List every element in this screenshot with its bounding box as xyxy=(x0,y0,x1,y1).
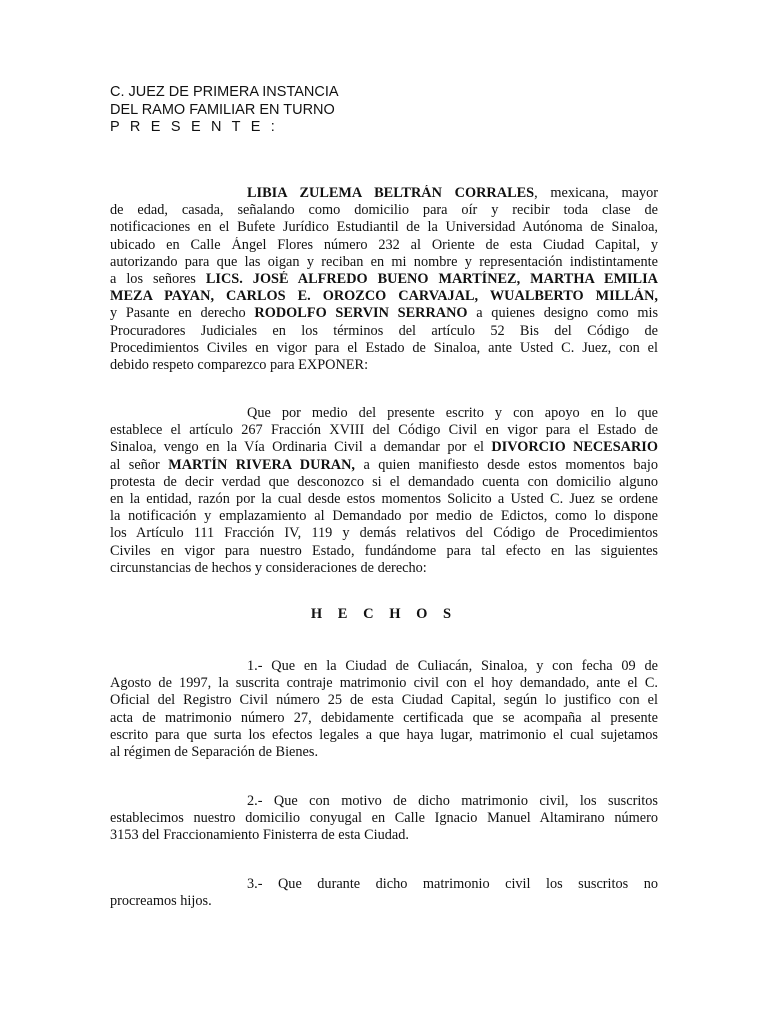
plaintiff-name: LIBIA ZULEMA BELTRÁN CORRALES xyxy=(247,185,535,201)
addressee-line-2: DEL RAMO FAMILIAR EN TURNO xyxy=(110,101,335,118)
intro-paragraph: LIBIA ZULEMA BELTRÁN CORRALES, mexicana, mayor de edad, casada, señalando como domicilio para oír y recibir toda clase de notificaciones en el Bufete Jurídico Estudiantil de la Universidad Autónoma de Sinaloa, ubicado en Calle Ángel Flores número 232 al Oriente de esta Ciudad Capital, y autorizando para que las oigan y reciban en mi nombre y representación indistintamente a los señores LICS. JOSÉ ALFREDO BUENO MARTÍNEZ, MARTHA EMILIA MEZA PAYAN, CARLOS E. OROZCO CARVAJAL, WUALBERTO MILLÁN, y Pasante en derecho RODOLFO SERVIN SERRANO a quienes designo como mis Procuradores Judiciales en los términos del artículo 52 Bis del Código de Procedimientos Civiles en vigor para el Estado de Sinaloa, ante Usted C. Juez, con el debido respeto comparezco para EXPONER: xyxy=(110,185,658,374)
hechos-title: H E C H O S xyxy=(310,606,458,622)
defendant-name: MARTÍN RIVERA DURAN, xyxy=(168,456,355,473)
exposition-paragraph: Que por medio del presente escrito y con apoyo en lo que establece el artículo 267 Fracción XVIII del Código Civil en vigor para el Estado de Sinaloa, vengo en la Vía Ordinaria Civil a demandar por el DIVORCIO NECESARIO al señor MARTÍN RIVERA DURAN, a quien manifiesto desde estos momentos bajo protesta de decir verdad que desconozco si el demandado cuenta con domicilio alguno en la entidad, razón por la cual desde estos momentos Solicito a Usted C. Juez se ordene la notificación y emplazamiento al Demandado por medio de Edictos, como lo dispone los Artículo 111 Fracción IV, 119 y demás relativos del Código de Procedimientos Civiles en vigor para nuestro Estado, fundándome para tal efecto en las siguientes circunstancias de hechos y consideraciones de derecho: xyxy=(110,405,658,576)
addressee-line-1: C. JUEZ DE PRIMERA INSTANCIA xyxy=(110,84,339,100)
hecho-3-paragraph: 3.- Que durante dicho matrimonio civil los suscritos no procreamos hijos. xyxy=(110,876,658,910)
hecho-2-paragraph: 2.- Que con motivo de dicho matrimonio civil, los suscritos establecimos nuestro domicilio conyugal en Calle Ignacio Manuel Altamirano número 3153 del Fraccionamiento Finisterra de esta Ciudad. xyxy=(110,793,658,844)
hecho-1-paragraph: 1.- Que en la Ciudad de Culiacán, Sinaloa, y con fecha 09 de Agosto de 1997, la suscrita contraje matrimonio civil con el hoy demandado, ante el C. Oficial del Registro Civil número 25 de esta Ciudad Capital, según lo justifico con el acta de matrimonio número 27, debidamente certificada que se acompaña al presente escrito para que surta los efectos legales a que haya lugar, matrimonio el cual sujetamos al régimen de Separación de Bienes. xyxy=(110,658,658,761)
claim-type: DIVORCIO NECESARIO xyxy=(491,439,658,456)
addressee-line-3: P R E S E N T E : xyxy=(110,119,279,135)
addressee-heading xyxy=(110,84,339,137)
